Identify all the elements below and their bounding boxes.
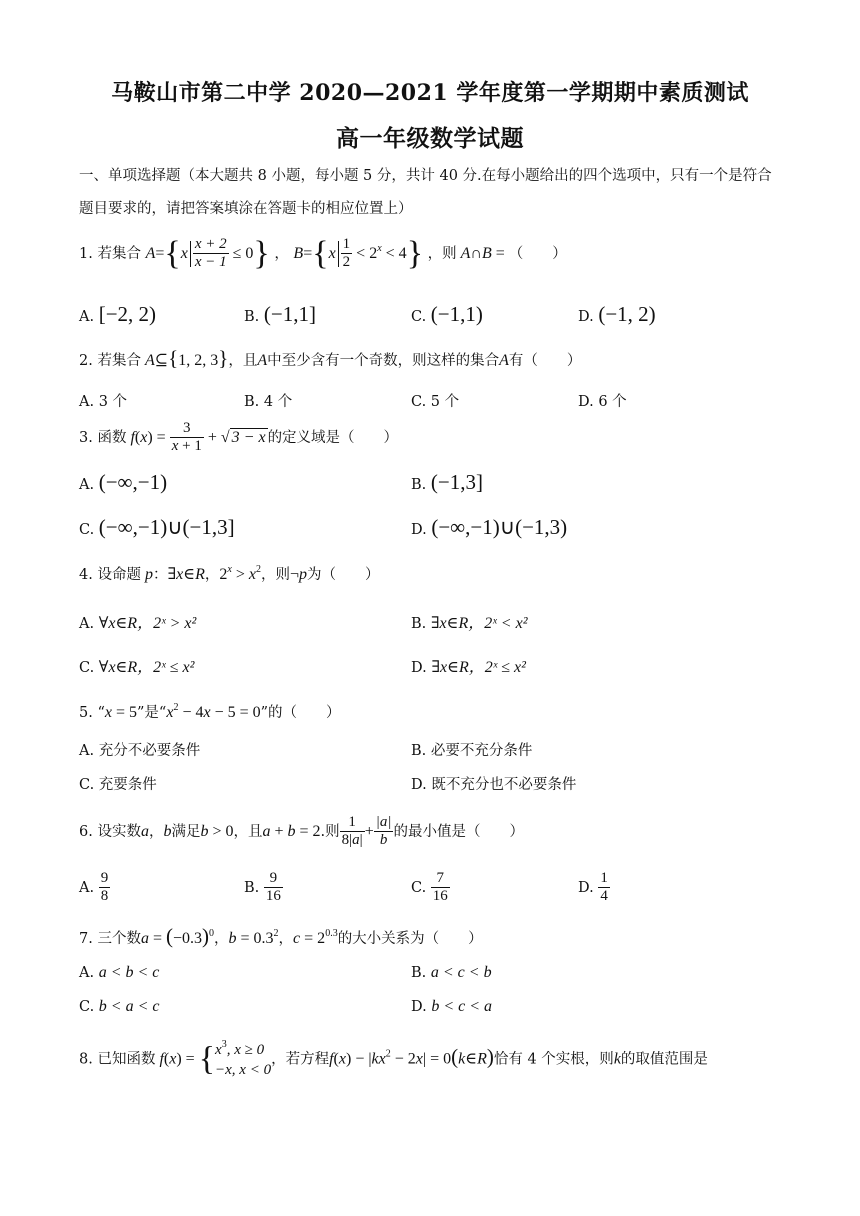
option-7d: D. b < c < a	[411, 998, 493, 1015]
option-1a: A. [−2, 2)	[79, 302, 157, 326]
question-8: 8. 已知函数 f(x) = { $x^3$, x ≥ 0 −x, x < 0 ，若方程$f(x) - |kx^2 - 2x|$ = 0(k∈R)恰有 4 个实根，则k的取值范围是	[79, 1039, 708, 1079]
option-5c: C. 充要条件	[79, 777, 157, 793]
option-6c: C. $\frac{7}{16}$	[411, 870, 448, 905]
option-1c: C. (−1,1)	[411, 302, 483, 326]
option-6b: B. $\frac{9}{16}$	[244, 870, 281, 905]
option-4c: C. ∀x∈R，2ˣ ≤ x²	[79, 659, 195, 676]
option-6d: D. $\frac{1}{4}$	[578, 870, 608, 905]
question-6: 6. 设实数a，b满足b > 0，且a + b = 2.则 $\frac{1}{8|a|}$ + $\frac{|a|}{b}$ 的最小值是（ ）	[79, 814, 524, 849]
option-7a: A. a < b < c	[79, 964, 160, 981]
exam-title: 马鞍山市第二中学 2020—2021 学年度第一学期期中素质测试	[111, 80, 749, 106]
option-3c: C. (−∞,−1)∪(−1,3]	[79, 515, 235, 539]
question-5: 5. “x = 5”是“$x^2 - 4x - 5 = 0$”的（ ）	[79, 702, 341, 721]
math-expression: B	[293, 244, 304, 262]
question-4: 4. 设命题 p：∃x∈R，$2^x > x^2$，则¬p为（ ）	[79, 564, 380, 583]
question-3: 3. 函数 f(x) = $\frac{3}{x + 1}$ + √ 3 − x 的定义域是（ ）	[79, 420, 399, 455]
option-5b: B. 必要不充分条件	[411, 743, 533, 759]
option-2b: B. 4 个	[244, 394, 293, 410]
question-7: 7. 三个数$a = (-0.3)^0$，$b = 0.3^2$，$c = 2^{0.3}$的大小关系为（ ）	[79, 924, 483, 948]
option-4d: D. ∃x∈R，2ˣ ≤ x²	[411, 659, 526, 676]
exam-subtitle: 高一年级数学试题	[336, 125, 524, 152]
option-4b: B. ∃x∈R，2ˣ < x²	[411, 615, 528, 632]
option-4a: A. ∀x∈R，2ˣ > x²	[79, 615, 197, 632]
option-2a: A. 3 个	[79, 394, 128, 410]
option-7c: C. b < a < c	[79, 998, 160, 1015]
section-instructions-line1: 一、单项选择题（本大题共 8 小题，每小题 5 分，共计 40 分.在每小题给出的四个选项中，只有一个是符合	[79, 168, 772, 184]
section-instructions-line2: 题目要求的，请把答案填涂在答题卡的相应位置上）	[79, 201, 413, 217]
option-6a: A. $\frac{9}{8}$	[79, 870, 109, 905]
option-2c: C. 5 个	[411, 394, 460, 410]
option-3b: B. (−1,3]	[411, 470, 483, 494]
question-blank: （ ）	[508, 245, 567, 262]
option-2d: D. 6 个	[578, 394, 627, 410]
math-expression: A	[145, 244, 156, 262]
option-5a: A. 充分不必要条件	[79, 743, 201, 759]
option-1d: D. (−1, 2)	[578, 302, 656, 326]
option-1b: B. (−1,1]	[244, 302, 316, 326]
question-text: 若集合	[97, 245, 141, 262]
question-2: 2. 若集合 A⊆{1, 2, 3}，且A中至少含有一个奇数，则这样的集合A有（ ）	[79, 346, 582, 370]
question-number: 1.	[79, 245, 93, 262]
question-1: 1. 若集合 A={x $\frac{x + 2}{x - 1}$ ≤ 0} ， B={x $\frac{1}{2}$ < $2^x < 4$} ，则 A∩B = （ ）	[79, 234, 567, 272]
option-5d: D. 既不充分也不必要条件	[411, 777, 577, 793]
option-7b: B. a < c < b	[411, 964, 492, 981]
option-3d: D. (−∞,−1)∪(−1,3)	[411, 515, 568, 539]
option-3a: A. (−∞,−1)	[79, 470, 168, 494]
